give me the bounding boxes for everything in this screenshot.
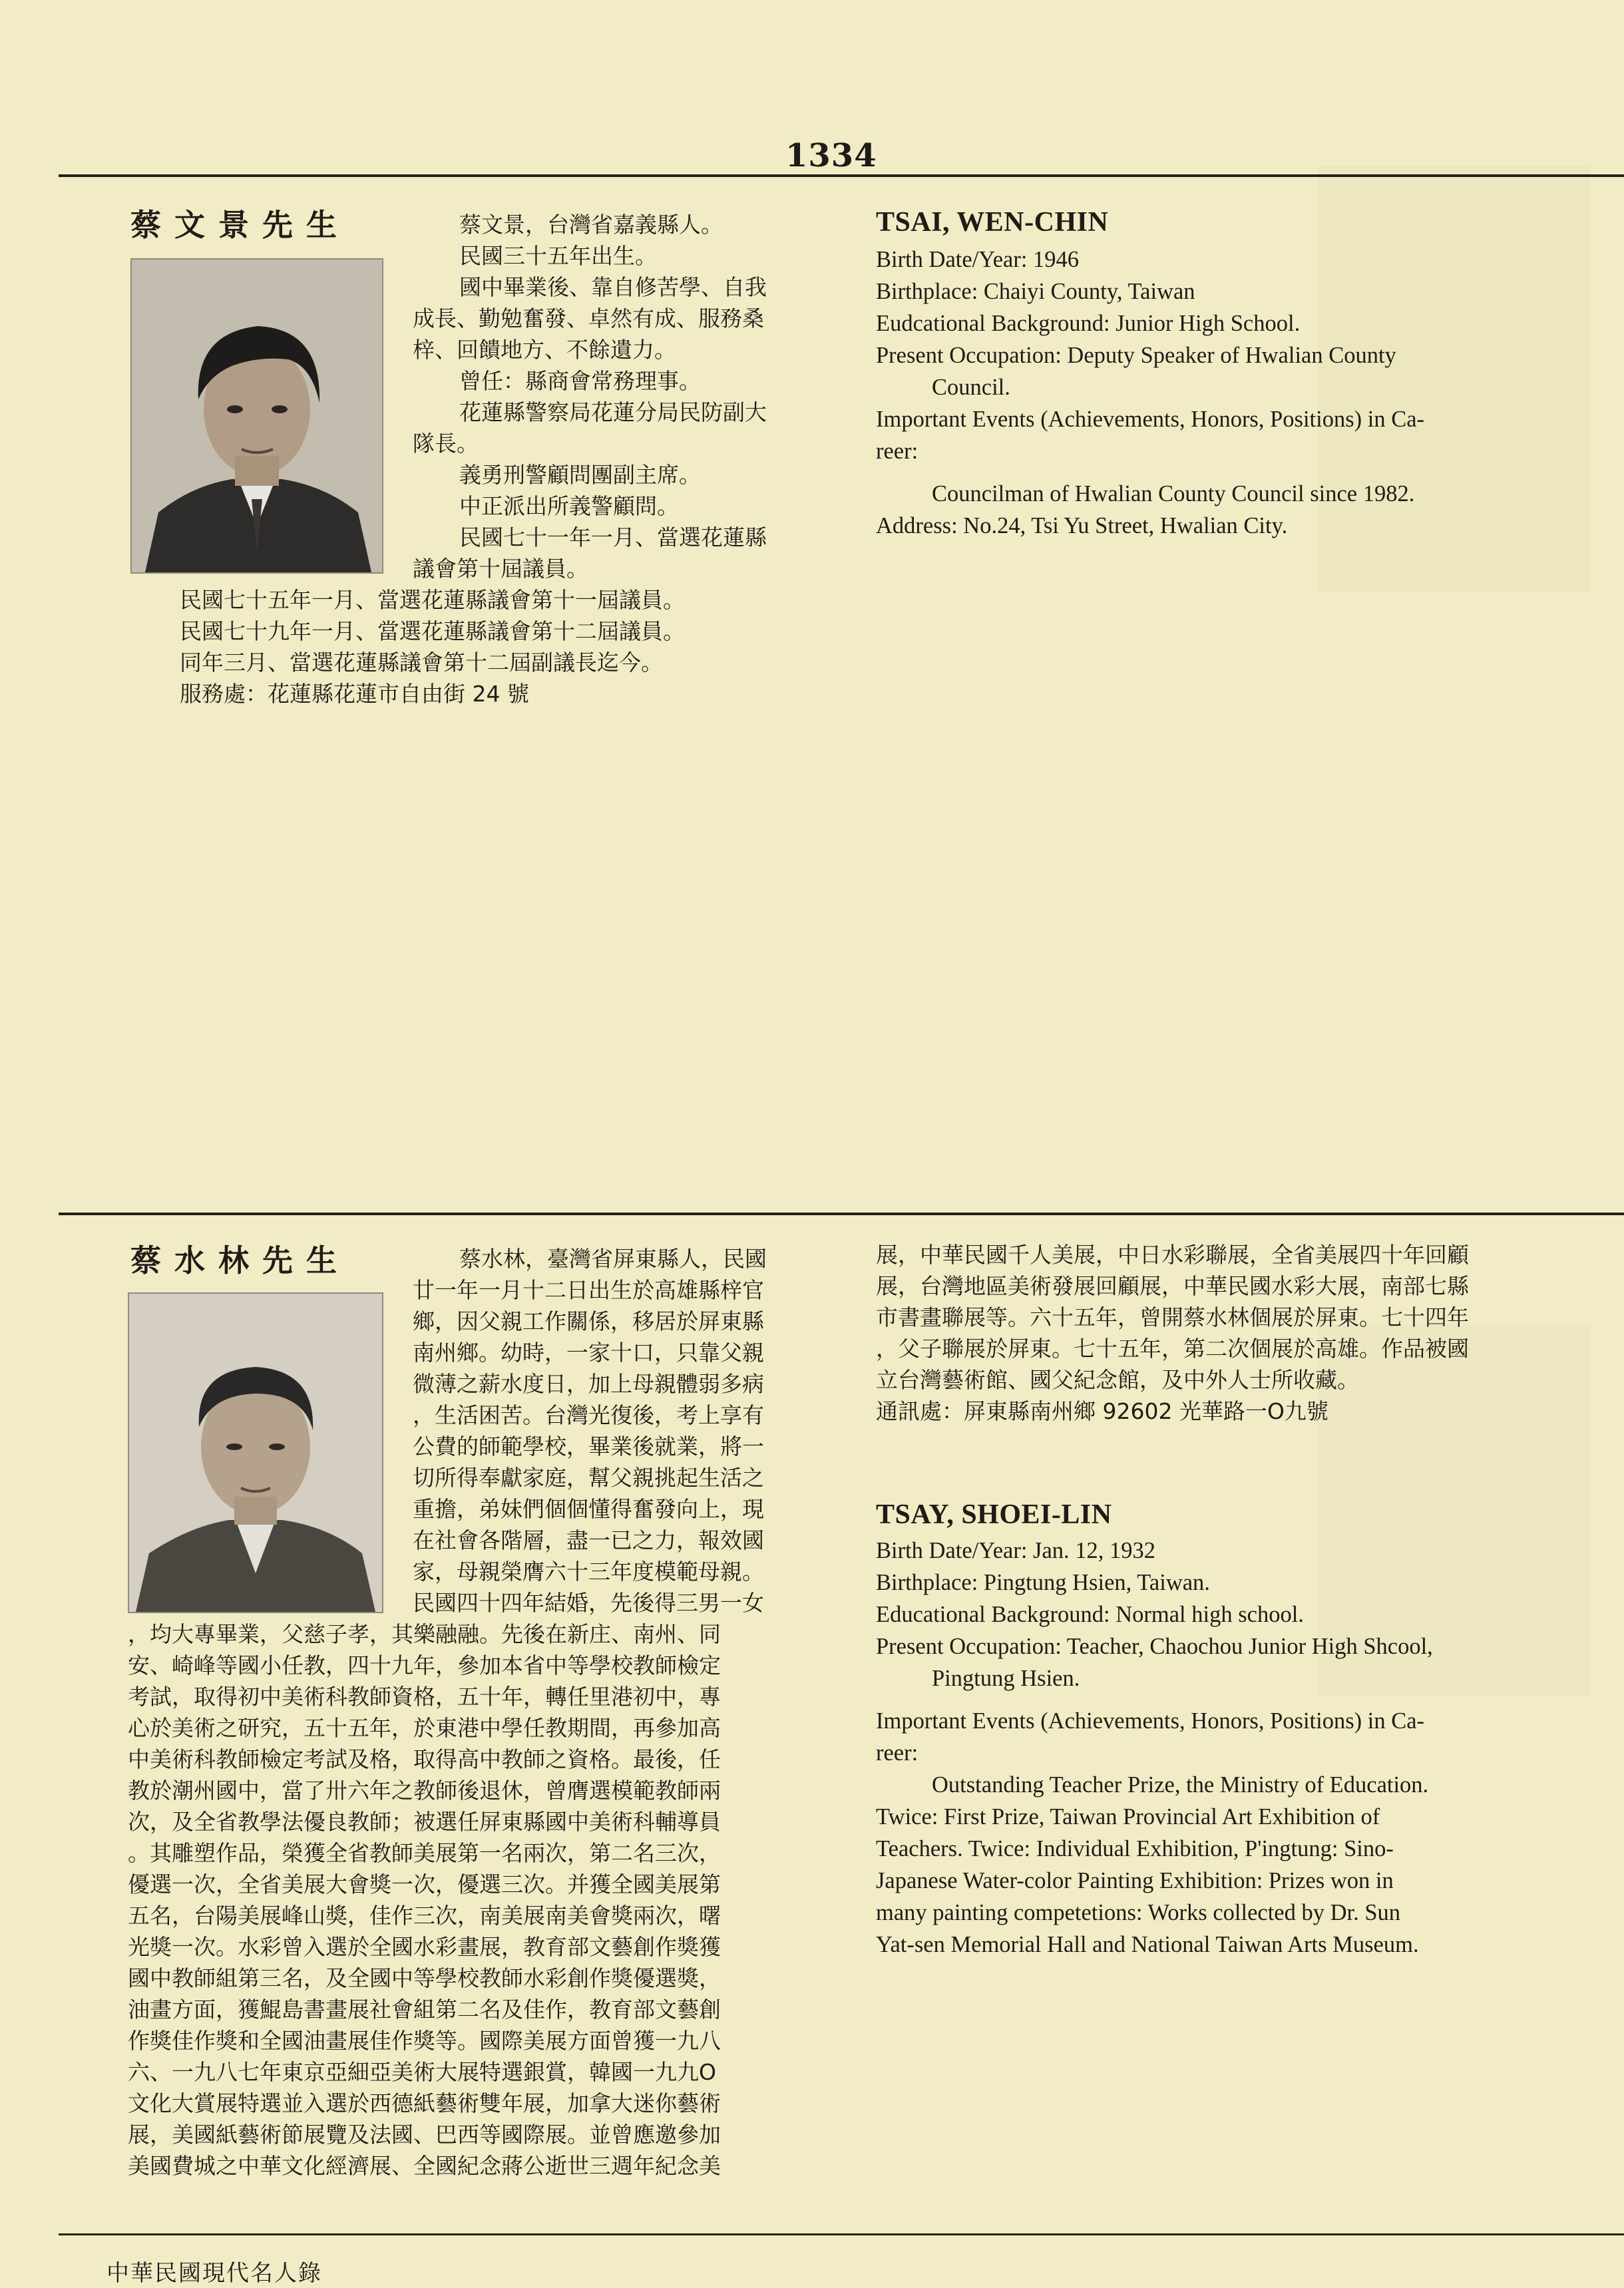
entry2-bio-cn-line: 次，及全省教學法優良教師；被選任屏東縣國中美術科輔導員	[128, 1809, 721, 1835]
entry2-bio-cn-line: 鄉，因父親工作關係，移居於屏東縣	[413, 1308, 764, 1334]
entry1-bio-en-line: Important Events (Achievements, Honors, Positions) in Ca-	[876, 407, 1425, 432]
entry2-bio-cn-line: 在社會各階層，盡一已之力，報效國	[413, 1527, 764, 1553]
entry2-bio-cn-line: 微薄之薪水度日，加上母親體弱多病	[413, 1371, 764, 1397]
entry1-bio-cn-line: 中正派出所義警顧問。	[459, 493, 679, 519]
entry1-bio-en-line: Present Occupation: Deputy Speaker of Hwalian County	[876, 343, 1396, 368]
entry2-portrait-image	[129, 1294, 382, 1612]
entry2-bio-cn-line: 市書畫聯展等。六十五年，曾開蔡水林個展於屏東。七十四年	[876, 1304, 1469, 1330]
entry2-bio-en-line: Japanese Water-color Painting Exhibition: Prizes won in	[876, 1868, 1394, 1893]
entry1-bio-cn-line: 同年三月、當選花蓮縣議會第十二屆副議長迄今。	[180, 650, 663, 675]
entry1-bio-cn-line: 民國七十一年一月、當選花蓮縣	[459, 524, 767, 550]
entry1-bio-cn-line: 曾任：縣商會常務理事。	[459, 368, 701, 394]
footer-book-title: 中華民國現代名人錄	[106, 2260, 322, 2287]
entry1-bio-en-line: Eudcational Background: Junior High School.	[876, 311, 1301, 336]
entry1-bio-en-line: Birth Date/Year: 1946	[876, 247, 1080, 272]
entry1-bio-cn-line: 民國七十五年一月、當選花蓮縣議會第十一屆議員。	[180, 587, 685, 613]
entry2-bio-cn-line: 中美術科教師檢定考試及格，取得高中教師之資格。最後，任	[128, 1746, 721, 1772]
entry2-bio-en-line: reer:	[876, 1740, 918, 1766]
entry2-bio-cn-line: 重擔，弟妹們個個懂得奮發向上，現	[413, 1496, 764, 1522]
entry2-bio-cn-line: 心於美術之研究，五十五年，於東港中學任教期間，再參加高	[128, 1715, 721, 1741]
entry2-name-cn: 蔡水林先生	[130, 1242, 350, 1278]
entry2-bio-cn-line: 。其雕塑作品，榮獲全省教師美展第一名兩次，第二名三次，	[128, 1840, 721, 1866]
entry2-bio-cn-line: 展，美國紙藝術節展覽及法國、巴西等國際展。並曾應邀參加	[128, 2122, 721, 2148]
entry2-bio-cn-line: 油畫方面，獲鯤島書畫展社會組第二名及佳作，教育部文藝創	[128, 1997, 721, 2022]
entry2-bio-cn-line: 美國費城之中華文化經濟展、全國紀念蔣公逝世三週年紀念美	[128, 2153, 721, 2179]
entry2-bio-en-line: Birthplace: Pingtung Hsien, Taiwan.	[876, 1570, 1210, 1595]
entry1-name-en: TSAI, WEN-CHIN	[876, 207, 1109, 238]
entry2-bio-cn-line: ，均大專畢業，父慈子孝，其樂融融。先後在新庄、南州、同	[128, 1621, 721, 1647]
entry2-bio-en-line: Twice: First Prize, Taiwan Provincial Art Exhibition of	[876, 1804, 1380, 1829]
entry2-bio-cn-line: ，父子聯展於屏東。七十五年，第二次個展於高雄。作品被國	[876, 1336, 1469, 1362]
middle-divider	[59, 1213, 1624, 1215]
entry1-bio-en-line: Council.	[932, 375, 1010, 400]
entry1-portrait-image	[132, 260, 382, 572]
entry2-bio-cn-line: 優選一次，全省美展大會獎一次，優選三次。并獲全國美展第	[128, 1871, 721, 1897]
entry2-bio-en-line: Important Events (Achievements, Honors, Positions) in Ca-	[876, 1708, 1425, 1734]
entry1-bio-en-line: Councilman of Hwalian County Council since 1982.	[932, 481, 1415, 506]
entry2-bio-cn-line: 國中教師組第三名，及全國中等學校教師水彩創作獎優選獎，	[128, 1965, 721, 1991]
entry2-bio-cn-line: 教於潮州國中，當了卅六年之教師後退休，曾膺選模範教師兩	[128, 1778, 721, 1804]
entry2-bio-cn-line: 展，台灣地區美術發展回顧展，中華民國水彩大展，南部七縣	[876, 1273, 1469, 1299]
entry2-address-cn: 通訊處：屏東縣南州鄉 92602 光華路一O九號	[876, 1398, 1328, 1424]
entry1-bio-cn-line: 蔡文景，台灣省嘉義縣人。	[459, 212, 723, 238]
page-number: 1334	[785, 137, 877, 174]
entry2-bio-en-line: Present Occupation: Teacher, Chaochou Junior High Shcool,	[876, 1634, 1433, 1659]
entry2-bio-cn-line: 立台灣藝術館、國父紀念館，及中外人士所收藏。	[876, 1367, 1359, 1393]
entry2-bio-cn-line: 文化大賞展特選並入選於西德紙藝術雙年展，加拿大迷你藝術	[128, 2090, 721, 2116]
entry2-bio-cn-line: 民國四十四年結婚，先後得三男一女	[413, 1590, 764, 1616]
entry1-portrait-photo	[130, 258, 383, 574]
bottom-divider	[59, 2233, 1624, 2235]
entry2-bio-cn-line: ，生活困苦。台灣光復後，考上享有	[413, 1402, 764, 1428]
entry1-bio-cn-line: 花蓮縣警察局花蓮分局民防副大	[459, 399, 767, 425]
entry2-bio-cn-line: 切所得奉獻家庭，幫父親挑起生活之	[413, 1465, 764, 1491]
entry2-bio-cn-line: 蔡水林，臺灣省屏東縣人，民國	[459, 1246, 767, 1272]
entry2-bio-en-line: Pingtung Hsien.	[932, 1666, 1080, 1691]
entry2-bio-en-line: Yat-sen Memorial Hall and National Taiwan Arts Museum.	[876, 1932, 1419, 1957]
entry2-bio-cn-line: 展，中華民國千人美展，中日水彩聯展，全省美展四十年回顧	[876, 1242, 1469, 1268]
entry1-name-cn: 蔡文景先生	[130, 207, 350, 243]
entry1-address-en: Address: No.24, Tsi Yu Street, Hwalian City.	[876, 513, 1288, 538]
entry2-portrait-photo	[128, 1292, 383, 1613]
entry2-bio-en-line: Educational Background: Normal high school.	[876, 1602, 1304, 1627]
entry2-bio-en-line: Teachers. Twice: Individual Exhibition, P'ingtung: Sino-	[876, 1836, 1394, 1861]
entry2-bio-en-line: Outstanding Teacher Prize, the Ministry of Education.	[932, 1772, 1429, 1798]
entry1-bio-en-line: Birthplace: Chaiyi County, Taiwan	[876, 279, 1195, 304]
entry2-bio-cn-line: 公費的師範學校，畢業後就業，將一	[413, 1433, 764, 1459]
entry1-bio-en-line: reer:	[876, 439, 918, 464]
entry2-name-en: TSAY, SHOEI-LIN	[876, 1499, 1112, 1530]
entry2-bio-en-line: many painting competetions: Works collected by Dr. Sun	[876, 1900, 1401, 1925]
entry2-bio-cn-line: 安、崎峰等國小任教，四十九年，參加本省中等學校教師檢定	[128, 1652, 721, 1678]
entry2-bio-cn-line: 作獎佳作獎和全國油畫展佳作獎等。國際美展方面曾獲一九八	[128, 2028, 721, 2054]
entry2-bio-cn-line: 六、一九八七年東京亞細亞美術大展特選銀賞，韓國一九九O	[128, 2059, 716, 2085]
entry1-bio-cn-line: 義勇刑警顧問團副主席。	[459, 462, 701, 488]
entry1-bio-cn-line: 議會第十屆議員。	[413, 556, 588, 582]
entry1-bio-cn-line: 成長、勤勉奮發、卓然有成、服務桑	[413, 305, 764, 331]
facing-page-bleed-through	[1318, 166, 1591, 592]
entry2-bio-cn-line: 廿一年一月十二日出生於高雄縣梓官	[413, 1277, 764, 1303]
entry2-bio-cn-line: 五名，台陽美展峰山獎，佳作三次，南美展南美會獎兩次，曙	[128, 1903, 721, 1929]
entry2-bio-cn-line: 南州鄉。幼時，一家十口，只靠父親	[413, 1340, 764, 1366]
entry1-address-cn: 服務處：花蓮縣花蓮市自由街 24 號	[180, 681, 529, 707]
entry1-bio-cn-line: 民國三十五年出生。	[459, 243, 657, 269]
top-divider	[59, 174, 1624, 177]
entry1-bio-cn-line: 民國七十九年一月、當選花蓮縣議會第十二屆議員。	[180, 618, 685, 644]
entry2-bio-en-line: Birth Date/Year: Jan. 12, 1932	[876, 1538, 1156, 1563]
entry1-bio-cn-line: 國中畢業後、靠自修苦學、自我	[459, 274, 767, 300]
entry2-bio-cn-line: 光獎一次。水彩曾入選於全國水彩畫展，教育部文藝創作獎獲	[128, 1934, 721, 1960]
entry2-bio-cn-line: 考試，取得初中美術科教師資格，五十年，轉任里港初中，專	[128, 1684, 721, 1710]
entry2-bio-cn-line: 家，母親榮膺六十三年度模範母親。	[413, 1559, 764, 1585]
entry1-bio-cn-line: 隊長。	[413, 431, 479, 457]
entry1-bio-cn-line: 梓、回饋地方、不餘遺力。	[413, 337, 676, 363]
